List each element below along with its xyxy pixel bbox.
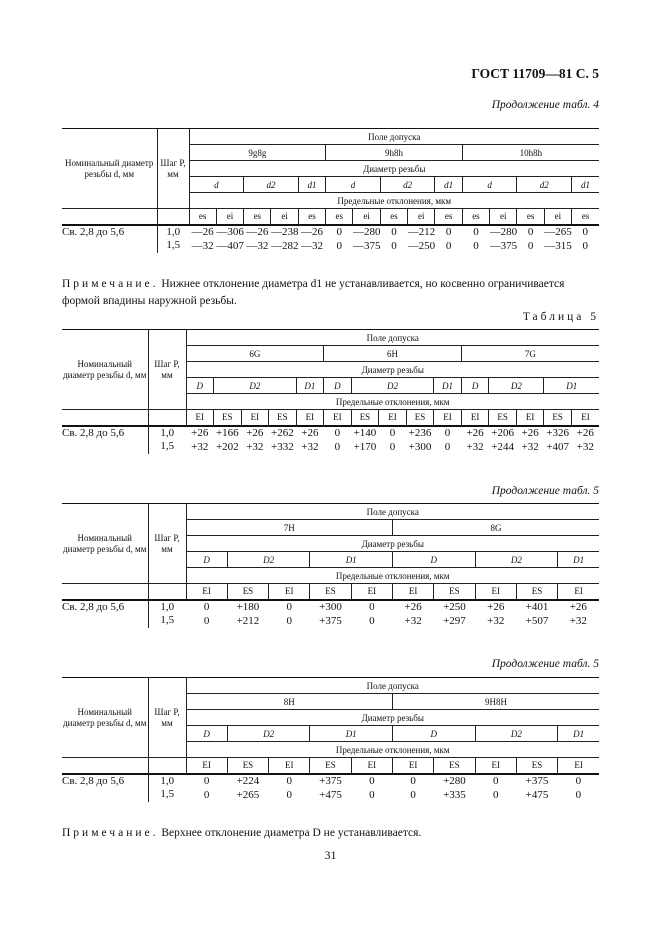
table-cell: +180 [236,601,260,613]
table-cell: 0 [203,601,210,613]
diameter-label: D [392,552,475,568]
table-cell: 0 [410,775,416,787]
deviation-code: ES [516,758,557,774]
step-value: 1,0 [148,774,186,788]
nominal-diameter-header: Номинальный диаметр резьбы d, мм [62,330,148,410]
tolerance-field: 9H8H [392,694,599,710]
table-5-continued-2 [62,677,599,802]
deviation-code: ES [406,410,434,426]
table-cell: 0 [473,239,479,252]
table-cell: —306 [216,226,244,238]
limit-deviations-header: Предельные отклонения, мкм [186,568,599,584]
deviation-code: es [435,209,462,225]
diameter-label: D2 [475,552,558,568]
deviation-code: ES [544,410,572,426]
thread-diameter-header: Диаметр резьбы [186,536,599,552]
diameter-label: d1 [572,177,599,193]
table-cell: +170 [353,440,377,453]
table-cell: +26 [191,427,209,439]
table-cell: 0 [389,440,396,453]
deviation-code: EI [351,584,392,600]
page-number: 31 [324,848,337,862]
diameter-label: D2 [227,552,310,568]
deviation-code: ei [490,209,517,225]
deviation-code: EI [461,410,489,426]
table-cell: 0 [444,440,451,453]
step-header: Шаг P, мм [148,504,186,584]
diameter-label: D1 [558,726,599,742]
table-cell: +26 [521,427,539,439]
table-cell: +166 [215,427,239,439]
deviation-code: EI [392,584,433,600]
table-cell: +206 [491,427,514,439]
diameter-label: d [326,177,381,193]
deviation-code: EI [379,410,407,426]
tolerance-field-header: Поле допуска [189,129,599,145]
deviation-code: EI [475,584,516,600]
deviation-code: es [380,209,407,225]
deviation-code: ei [544,209,571,225]
deviation-code: ei [408,209,435,225]
deviation-code: EI [558,584,599,600]
table-cell: +297 [443,614,466,627]
table-cell: +140 [353,427,377,439]
thread-diameter-header: Диаметр резьбы [186,362,599,378]
diameter-label: D2 [489,378,544,394]
table-cell: 0 [444,427,451,439]
limit-deviations-header: Предельные отклонения, мкм [189,193,599,209]
table-cell: 0 [582,239,589,252]
table-cell: +332 [271,440,294,453]
diameter-label: d [462,177,517,193]
tolerance-field: 6H [324,346,462,362]
diameter-label: d1 [298,177,325,193]
table-cell: +250 [443,601,466,613]
diameter-label: D1 [310,726,393,742]
tolerance-field: 8H [186,694,392,710]
row-label: Св. 2,8 до 5,6 [62,225,125,238]
table-cell: 0 [492,775,499,787]
table-cell: +280 [443,775,466,787]
table-cell: 0 [286,775,292,787]
deviation-code: ES [227,584,268,600]
diameter-label: D [186,552,227,568]
deviation-code: EI [324,410,352,426]
diameter-label: D [461,378,489,394]
deviation-code: EI [186,410,214,426]
tolerance-field: 9g8g [189,145,326,161]
note-1 [62,276,602,310]
tolerance-field: 10h8h [462,145,599,161]
diameter-label: d [189,177,244,193]
table-cell: +32 [404,614,422,627]
table-4 [62,128,599,253]
diameter-label: d2 [380,177,435,193]
tolerance-field-header: Поле допуска [186,504,599,520]
note-label: Примечание. [62,278,159,290]
deviation-code: EI [241,410,269,426]
deviation-code: EI [351,758,392,774]
diameter-label: D [324,378,352,394]
tolerance-field: 7H [186,520,392,536]
deviation-code: EI [186,758,227,774]
step-value: 1,5 [148,440,186,454]
diameter-label: D1 [310,552,393,568]
table-cell: 0 [527,226,534,238]
deviation-code: EI [434,410,462,426]
table-cell: —265 [544,226,572,238]
diameter-label: D2 [351,378,434,394]
table-cell: +32 [569,614,587,627]
deviation-code: EI [269,758,310,774]
step-value: 1,5 [148,614,186,628]
table-cell: +407 [546,440,570,453]
table-cell: —32 [191,239,214,252]
table-cell: +32 [521,440,539,453]
table-cell: +26 [569,601,587,613]
deviation-code: ES [227,758,268,774]
deviation-code: EI [558,758,599,774]
table-cell: +507 [525,614,549,627]
table-cell: 0 [575,775,582,787]
deviation-code: es [298,209,325,225]
table-cell: 0 [203,788,210,801]
deviation-code: EI [392,758,433,774]
table-cell: 0 [575,788,582,801]
diameter-label: D1 [544,378,599,394]
nominal-diameter-header: Номинальный диаметр резьбы d, мм [62,678,148,758]
table-cell: +202 [215,440,239,453]
deviation-code: es [517,209,544,225]
diameter-label: D [392,726,475,742]
step-value: 1,0 [157,225,189,239]
table-cell: 0 [334,427,341,439]
deviation-code: ES [434,758,475,774]
diameter-label: D1 [558,552,599,568]
tolerance-field: 8G [392,520,599,536]
table-cell: 0 [286,614,292,627]
table-cell: +375 [319,614,342,627]
table-cell: —280 [352,226,381,238]
table-cell: +262 [271,427,294,439]
deviation-code: es [572,209,599,225]
diameter-label: D [186,378,214,394]
table-cell: 0 [391,226,397,238]
table-cell: +375 [525,775,549,787]
table-cell: +26 [301,427,319,439]
table-cell: 0 [410,788,416,801]
thread-diameter-header: Диаметр резьбы [189,161,599,177]
table-cell: —26 [191,226,214,238]
table-cell: —26 [246,226,269,238]
table-cell: 0 [369,601,375,613]
table-cell: 0 [527,239,534,252]
table-cell: —250 [407,239,435,252]
continuation-table-5: Продолжение табл. 5 [491,485,599,497]
deviation-code: ei [216,209,243,225]
table-cell: +300 [408,440,432,453]
tolerance-field: 7G [461,346,599,362]
table-cell: +475 [525,788,549,801]
step-value: 1,0 [148,600,186,614]
deviation-code: ES [516,584,557,600]
table-5 [62,329,599,454]
note-text: Нижнее отклонение диаметра d1 не устанавливается, но косвенно ограничивается формой впадины наружной резьбы. [62,278,565,307]
tolerance-field-header: Поле допуска [186,330,599,346]
table-cell: +32 [191,440,209,453]
table-cell: —375 [352,239,381,252]
note-label: Примечание. [62,827,159,839]
note-text: Верхнее отклонение диаметра D не устанавливается. [161,827,422,839]
table-cell: 0 [389,427,396,439]
step-header: Шаг P, мм [157,129,189,209]
step-header: Шаг P, мм [148,678,186,758]
deviation-code: ES [310,584,351,600]
table-cell: +475 [319,788,342,801]
table-cell: 0 [445,239,452,252]
table-5-title: Таблица 5 [522,311,599,323]
diameter-label: D1 [434,378,462,394]
diameter-label: d1 [435,177,462,193]
table-cell: +26 [466,427,484,439]
table-cell: —238 [270,226,299,238]
deviation-code: ES [214,410,242,426]
table-cell: —282 [270,239,299,252]
table-cell: —32 [246,239,269,252]
deviation-code: es [462,209,489,225]
table-cell: —32 [300,239,323,252]
table-cell: +224 [236,775,260,787]
table-cell: 0 [203,775,210,787]
step-value: 1,5 [157,239,189,253]
table-cell: 0 [369,614,375,627]
table-cell: 0 [391,239,397,252]
deviation-code: ES [434,584,475,600]
table-cell: +32 [576,440,594,453]
table-cell: —280 [489,226,517,238]
diameter-label: D1 [296,378,324,394]
limit-deviations-header: Предельные отклонения, мкм [186,394,599,410]
table-cell: 0 [336,226,343,238]
deviation-code: ei [353,209,380,225]
table-cell: —407 [216,239,244,252]
diameter-label: D2 [475,726,558,742]
table-cell: 0 [334,440,341,453]
deviation-code: ES [489,410,517,426]
table-cell: +32 [246,440,264,453]
nominal-diameter-header: Номинальный диаметр резьбы d, мм [62,129,157,209]
limit-deviations-header: Предельные отклонения, мкм [186,742,599,758]
deviation-code: EI [269,584,310,600]
table-cell: +26 [404,601,422,613]
table-cell: —212 [407,226,435,238]
diameter-label: d2 [244,177,299,193]
table-cell: +212 [236,614,260,627]
row-label: Св. 2,8 до 5,6 [62,600,125,613]
deviation-code: es [326,209,353,225]
diameter-label: d2 [517,177,572,193]
diameter-label: D [186,726,227,742]
table-cell: +32 [487,614,505,627]
table-cell: +236 [408,427,432,439]
table-cell: +265 [236,788,260,801]
table-cell: +244 [491,440,514,453]
nominal-diameter-header: Номинальный диаметр резьбы d, мм [62,504,148,584]
page-header: ГОСТ 11709—81 С. 5 [471,66,599,81]
table-cell: +26 [487,601,505,613]
step-value: 1,5 [148,788,186,802]
diameter-label: D2 [214,378,297,394]
table-cell: 0 [203,614,210,627]
thread-diameter-header: Диаметр резьбы [186,710,599,726]
table-cell: 0 [286,788,292,801]
note-2 [62,825,602,842]
table-cell: +335 [443,788,466,801]
table-cell: +32 [301,440,319,453]
deviation-code: EI [296,410,324,426]
table-cell: —375 [489,239,517,252]
table-cell: +26 [576,427,594,439]
table-cell: —26 [300,226,323,238]
table-cell: +300 [319,601,342,613]
deviation-code: es [189,209,216,225]
table-cell: 0 [369,775,375,787]
table-cell: +401 [525,601,549,613]
table-cell: 0 [286,601,292,613]
deviation-code: EI [475,758,516,774]
continuation-table-5: Продолжение табл. 5 [491,658,599,670]
step-header: Шаг P, мм [148,330,186,410]
table-cell: +32 [466,440,484,453]
table-cell: 0 [336,239,343,252]
row-label: Св. 2,8 до 5,6 [62,774,125,787]
table-cell: 0 [369,788,375,801]
table-cell: 0 [492,788,499,801]
table-cell: +375 [319,775,342,787]
deviation-code: ES [310,758,351,774]
diameter-label: D2 [227,726,310,742]
table-cell: 0 [582,226,589,238]
table-cell: 0 [445,226,452,238]
table-cell: +26 [246,427,264,439]
continuation-table-4: Продолжение табл. 4 [491,99,599,111]
table-5-continued [62,503,599,628]
deviation-code: EI [186,584,227,600]
step-value: 1,0 [148,426,186,440]
deviation-code: ES [269,410,297,426]
deviation-code: es [244,209,271,225]
table-cell: 0 [473,226,479,238]
row-label: Св. 2,8 до 5,6 [62,426,125,439]
deviation-code: EI [571,410,599,426]
deviation-code: ei [271,209,298,225]
deviation-code: EI [516,410,544,426]
tolerance-field-header: Поле допуска [186,678,599,694]
tolerance-field: 6G [186,346,324,362]
tolerance-field: 9h8h [326,145,463,161]
deviation-code: ES [351,410,379,426]
table-cell: +326 [546,427,570,439]
table-cell: —315 [544,239,572,252]
